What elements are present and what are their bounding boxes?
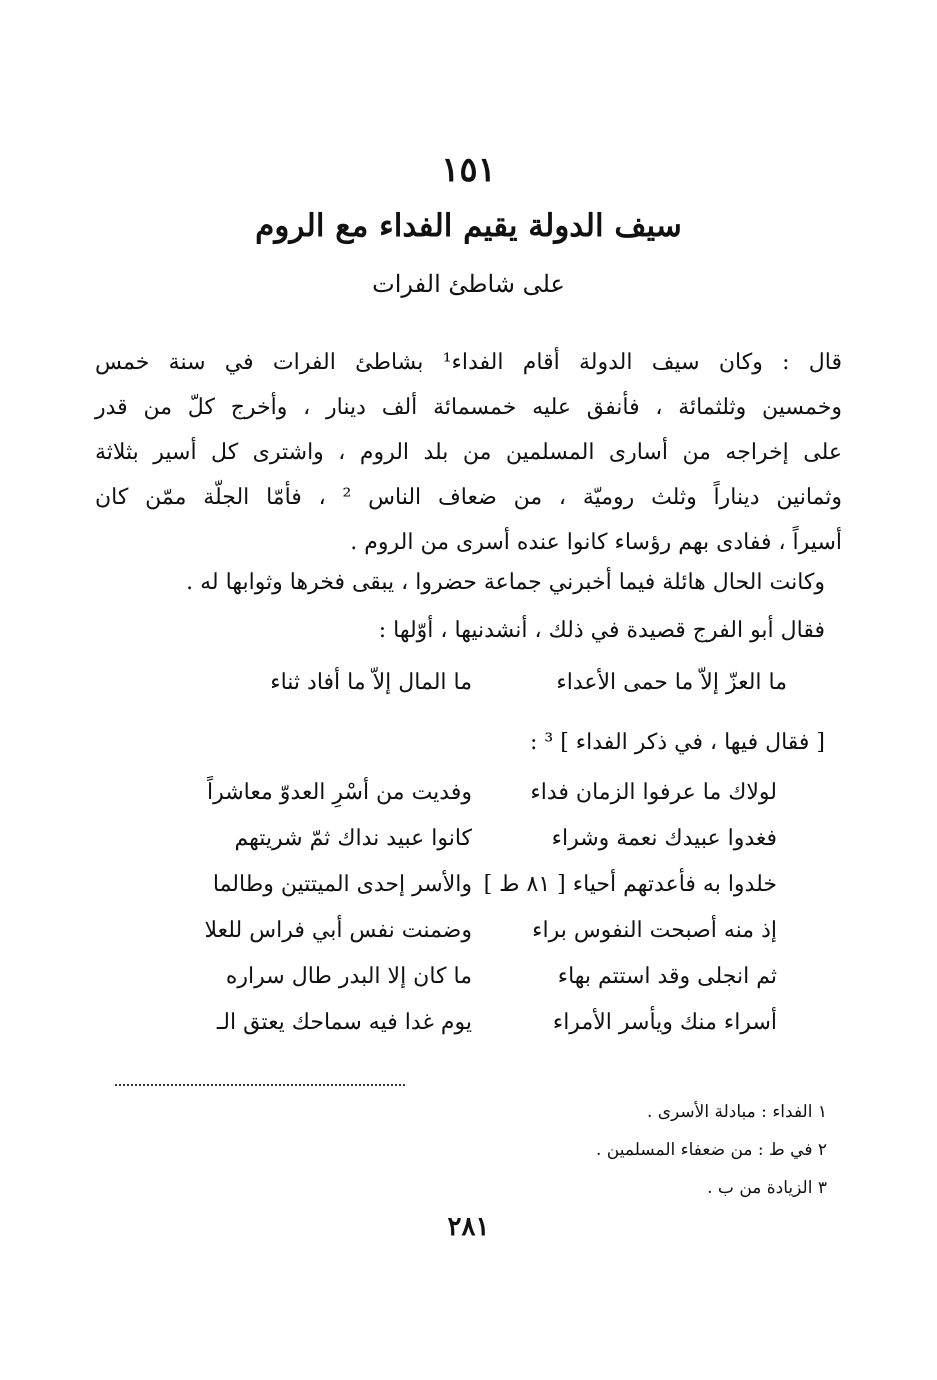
prose-line: وخمسين وثلثمائة ، فأنفق عليه خمسمائة ألف دينار ، وأخرج كلّ من قدر	[95, 395, 842, 420]
footnote: ٣ الزيادة من ب .	[707, 1178, 827, 1198]
prose-line: وثمانين ديناراً وثلث روميّة ، من ضعاف الناس ² ، فأمّا الجلّة ممّن كان	[95, 485, 843, 510]
prose-line: فقال أبو الفرج قصيدة في ذلك ، أنشدنيها ، أوّلها :	[378, 618, 825, 643]
page-number: ٢٨١	[447, 1212, 490, 1242]
verse-second-hemistich: ما العزّ إلاّ ما حمى الأعداء	[556, 670, 787, 695]
verse-second-hemistich: لولاك ما عرفوا الزمان فداء	[530, 780, 777, 805]
bracket-note-line: [ فقال فيها ، في ذكر الفداء ] ³ :	[530, 730, 825, 755]
prose-line: أسيراً ، ففادى بهم رؤساء كانوا عنده أسرى من الروم .	[350, 530, 842, 555]
verse-first-hemistich: ما كان إلا البدر طال سراره	[225, 964, 472, 989]
prose-line: قال : وكان سيف الدولة أقام الفداء¹ بشاطئ الفرات في سنة خمس	[95, 350, 842, 375]
poem-title: سيف الدولة يقيم الفداء مع الروم	[255, 208, 682, 244]
verse-second-hemistich: فغدوا عبيدك نعمة وشراء	[551, 826, 777, 851]
verse-second-hemistich: أسراء منك ويأسر الأمراء	[552, 1010, 777, 1035]
verse-first-hemistich: والأسر إحدى الميتتين وطالما	[212, 872, 472, 897]
verse-first-hemistich: يوم غدا فيه سماحك يعتق الـ	[216, 1010, 472, 1035]
verse-first-hemistich: ما المال إلاّ ما أفاد ثناء	[270, 670, 472, 695]
footnote-separator	[115, 1084, 405, 1086]
verse-second-hemistich: خلدوا به فأعدتهم أحياء [ ٨١ ط ]	[483, 872, 777, 897]
verse-second-hemistich: إذ منه أصبحت النفوس براء	[532, 918, 777, 943]
verse-first-hemistich: وضمنت نفس أبي فراس للعلا	[204, 918, 472, 943]
verse-first-hemistich: كانوا عبيد نداك ثمّ شريتهم	[234, 826, 472, 851]
poem-subtitle: على شاطئ الفرات	[372, 270, 565, 298]
footnote: ٢ في ط : من ضعفاء المسلمين .	[596, 1140, 827, 1160]
verse-first-hemistich: وفديت من أسْرِ العدوّ معاشراً	[207, 780, 472, 805]
poem-number: ١٥١	[441, 150, 496, 190]
verse-second-hemistich: ثم انجلى وقد استتم بهاء	[557, 964, 777, 989]
prose-line: على إخراجه من أسارى المسلمين من بلد الروم ، واشترى كل أسير بثلاثة	[95, 440, 842, 465]
footnote: ١ الفداء : مبادلة الأسرى .	[646, 1102, 827, 1122]
prose-line: وكانت الحال هائلة فيما أخبرني جماعة حضروا ، يبقى فخرها وثوابها له .	[186, 570, 825, 595]
